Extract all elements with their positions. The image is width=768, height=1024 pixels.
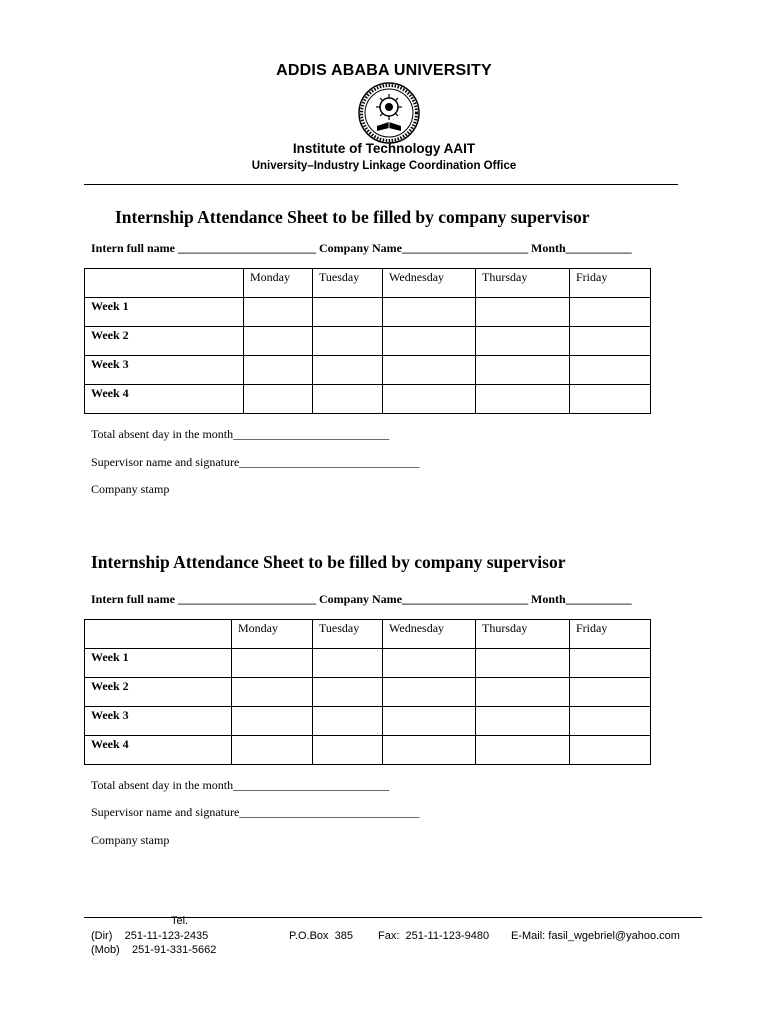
attendance-cell[interactable] xyxy=(244,327,313,356)
attendance-cell[interactable] xyxy=(570,327,651,356)
office-name: University–Industry Linkage Coordination Office xyxy=(251,160,517,172)
attendance-cell[interactable] xyxy=(570,298,651,327)
footer-pobox: P.O.Box 385 xyxy=(289,930,354,942)
table-header-row xyxy=(85,620,651,649)
week-label: Week 4 xyxy=(85,385,244,414)
attendance-cell[interactable] xyxy=(570,736,651,765)
attendance-cell[interactable] xyxy=(244,385,313,414)
day-header: Friday xyxy=(570,620,651,649)
attendance-cell[interactable] xyxy=(383,678,476,707)
day-header: Thursday xyxy=(476,269,570,298)
attendance-cell[interactable] xyxy=(570,649,651,678)
table-row xyxy=(85,385,651,414)
intern-fields-line: Intern full name _______________________ Company Name_____________________ Month___________ xyxy=(91,241,632,255)
table-row xyxy=(85,356,651,385)
day-header: Thursday xyxy=(476,620,570,649)
university-title: ADDIS ABABA UNIVERSITY xyxy=(276,62,492,79)
form-heading: Internship Attendance Sheet to be filled by company supervisor xyxy=(91,552,566,572)
attendance-cell[interactable] xyxy=(476,385,570,414)
table-row xyxy=(85,649,651,678)
table-corner-cell xyxy=(85,620,232,649)
attendance-cell[interactable] xyxy=(313,736,383,765)
attendance-cell[interactable] xyxy=(313,356,383,385)
attendance-cell[interactable] xyxy=(383,649,476,678)
day-header: Wednesday xyxy=(383,620,476,649)
attendance-cell[interactable] xyxy=(232,678,313,707)
attendance-cell[interactable] xyxy=(383,356,476,385)
table-row xyxy=(85,678,651,707)
attendance-cell[interactable] xyxy=(244,298,313,327)
footer-mob-phone: (Mob) 251-91-331-5662 xyxy=(91,944,217,956)
week-label: Week 2 xyxy=(85,678,232,707)
day-header: Tuesday xyxy=(313,620,383,649)
attendance-cell[interactable] xyxy=(476,707,570,736)
total-absent-line: Total absent day in the month__________________________ xyxy=(91,778,390,792)
table-corner-cell xyxy=(85,269,244,298)
footer-dir-phone: (Dir) 251-11-123-2435 xyxy=(91,930,209,942)
attendance-cell[interactable] xyxy=(232,707,313,736)
intern-fields-line: Intern full name _______________________ Company Name_____________________ Month___________ xyxy=(91,592,632,606)
attendance-cell[interactable] xyxy=(570,385,651,414)
week-label: Week 2 xyxy=(85,327,244,356)
attendance-cell[interactable] xyxy=(476,678,570,707)
header-divider xyxy=(84,184,678,185)
day-header: Friday xyxy=(570,269,651,298)
attendance-cell[interactable] xyxy=(383,736,476,765)
week-label: Week 1 xyxy=(85,649,232,678)
attendance-cell[interactable] xyxy=(570,678,651,707)
attendance-cell[interactable] xyxy=(570,356,651,385)
attendance-cell[interactable] xyxy=(476,649,570,678)
attendance-cell[interactable] xyxy=(232,649,313,678)
attendance-cell[interactable] xyxy=(476,736,570,765)
day-header: Wednesday xyxy=(383,269,476,298)
footer-fax: Fax: 251-11-123-9480 xyxy=(378,930,490,942)
table-row xyxy=(85,298,651,327)
attendance-cell[interactable] xyxy=(313,385,383,414)
attendance-cell[interactable] xyxy=(244,356,313,385)
attendance-cell[interactable] xyxy=(476,298,570,327)
day-header: Monday xyxy=(244,269,313,298)
footer-email: E-Mail: fasil_wgebriel@yahoo.com xyxy=(511,930,680,942)
attendance-cell[interactable] xyxy=(313,327,383,356)
company-stamp-label: Company stamp xyxy=(91,482,170,496)
table-row xyxy=(85,327,651,356)
institute-name: Institute of Technology AAIT xyxy=(292,141,476,156)
attendance-cell[interactable] xyxy=(476,327,570,356)
university-seal-logo xyxy=(358,82,420,144)
day-header: Tuesday xyxy=(313,269,383,298)
attendance-cell[interactable] xyxy=(476,356,570,385)
table-header-row xyxy=(85,269,651,298)
table-row xyxy=(85,736,651,765)
total-absent-line: Total absent day in the month__________________________ xyxy=(91,427,390,441)
table-row xyxy=(85,707,651,736)
attendance-table xyxy=(84,619,651,765)
supervisor-signature-line: Supervisor name and signature______________________________ xyxy=(91,455,420,469)
week-label: Week 3 xyxy=(85,356,244,385)
company-stamp-label: Company stamp xyxy=(91,833,170,847)
attendance-cell[interactable] xyxy=(383,707,476,736)
footer-tel-label: Tel. xyxy=(171,915,189,927)
attendance-cell[interactable] xyxy=(383,298,476,327)
attendance-cell[interactable] xyxy=(232,736,313,765)
week-label: Week 1 xyxy=(85,298,244,327)
day-header: Monday xyxy=(232,620,313,649)
attendance-cell[interactable] xyxy=(383,327,476,356)
form-heading: Internship Attendance Sheet to be filled by company supervisor xyxy=(115,207,590,227)
attendance-cell[interactable] xyxy=(313,678,383,707)
supervisor-signature-line: Supervisor name and signature______________________________ xyxy=(91,805,420,819)
attendance-table xyxy=(84,268,651,414)
week-label: Week 4 xyxy=(85,736,232,765)
attendance-cell[interactable] xyxy=(383,385,476,414)
attendance-cell[interactable] xyxy=(313,707,383,736)
week-label: Week 3 xyxy=(85,707,232,736)
attendance-cell[interactable] xyxy=(313,649,383,678)
attendance-cell[interactable] xyxy=(570,707,651,736)
attendance-cell[interactable] xyxy=(313,298,383,327)
